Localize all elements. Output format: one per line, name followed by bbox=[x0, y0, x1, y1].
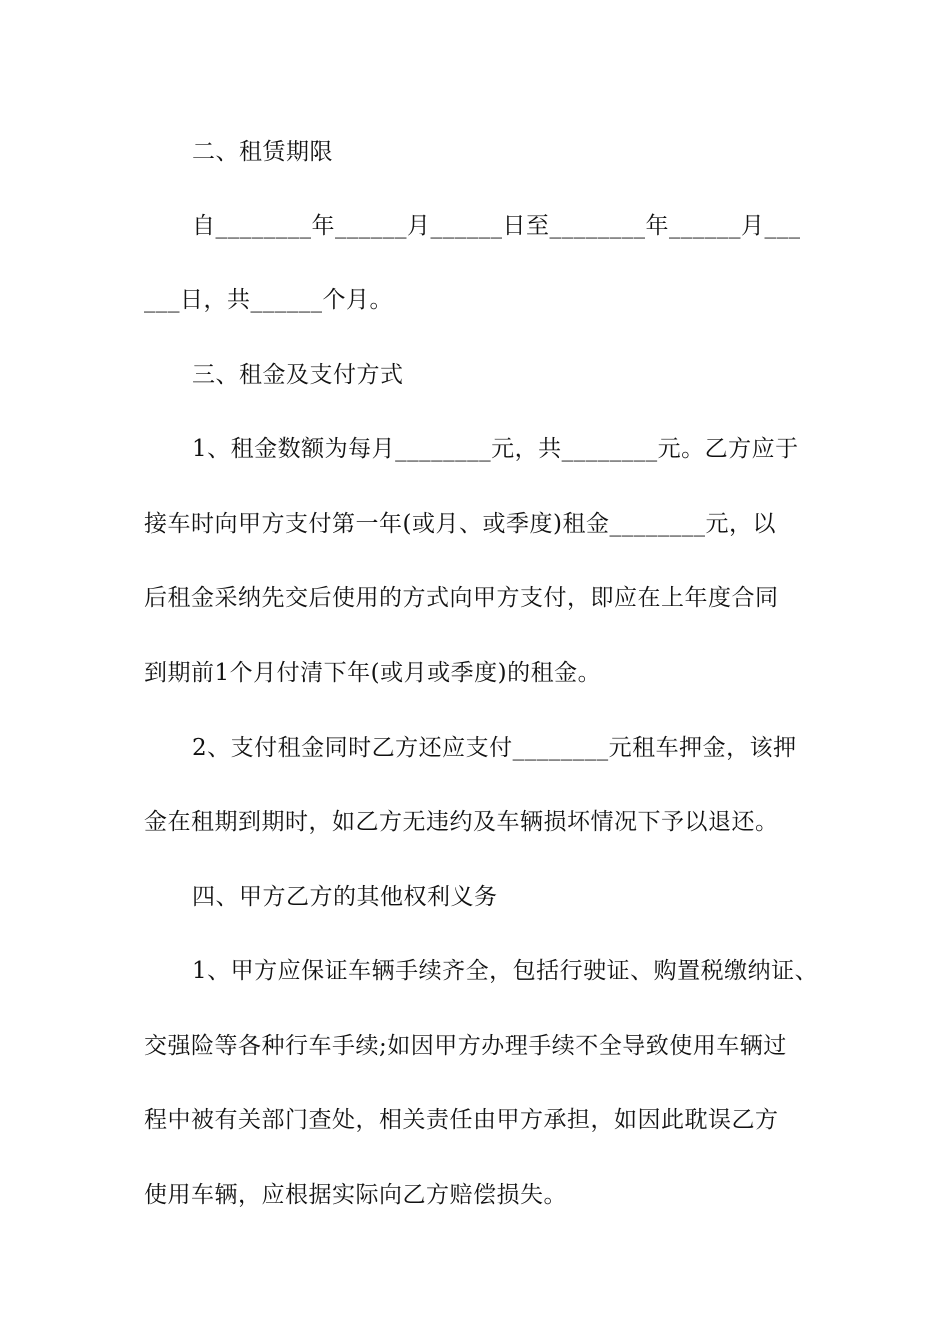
paragraph-line: 程中被有关部门查处，相关责任由甲方承担，如因此耽误乙方 bbox=[144, 1107, 779, 1133]
paragraph-line: 1、甲方应保证车辆手续齐全，包括行驶证、购置税缴纳证、 bbox=[192, 958, 819, 984]
paragraph-line: 到期前1个月付清下年(或月或季度)的租金。 bbox=[144, 660, 602, 686]
section-heading-rent-payment: 三、租金及支付方式 bbox=[192, 362, 404, 388]
paragraph-line: 自________年______月______日至________年______月___ bbox=[192, 213, 801, 239]
paragraph-line: 后租金采纳先交后使用的方式向甲方支付，即应在上年度合同 bbox=[144, 585, 779, 611]
paragraph-line: 使用车辆，应根据实际向乙方赔偿损失。 bbox=[144, 1182, 567, 1208]
paragraph-line: 金在租期到期时，如乙方无违约及车辆损坏情况下予以退还。 bbox=[144, 809, 779, 835]
paragraph-line: ___日，共______个月。 bbox=[144, 287, 393, 313]
paragraph-line: 接车时向甲方支付第一年(或月、或季度)租金________元，以 bbox=[144, 511, 776, 537]
section-heading-lease-term: 二、租赁期限 bbox=[192, 139, 333, 165]
paragraph-line: 1、租金数额为每月________元，共________元。乙方应于 bbox=[192, 436, 799, 462]
paragraph-line: 交强险等各种行车手续;如因甲方办理手续不全导致使用车辆过 bbox=[144, 1033, 787, 1059]
paragraph-line: 2、支付租金同时乙方还应支付________元租车押金，该押 bbox=[192, 735, 797, 761]
section-heading-rights-obligations: 四、甲方乙方的其他权利义务 bbox=[192, 884, 498, 910]
